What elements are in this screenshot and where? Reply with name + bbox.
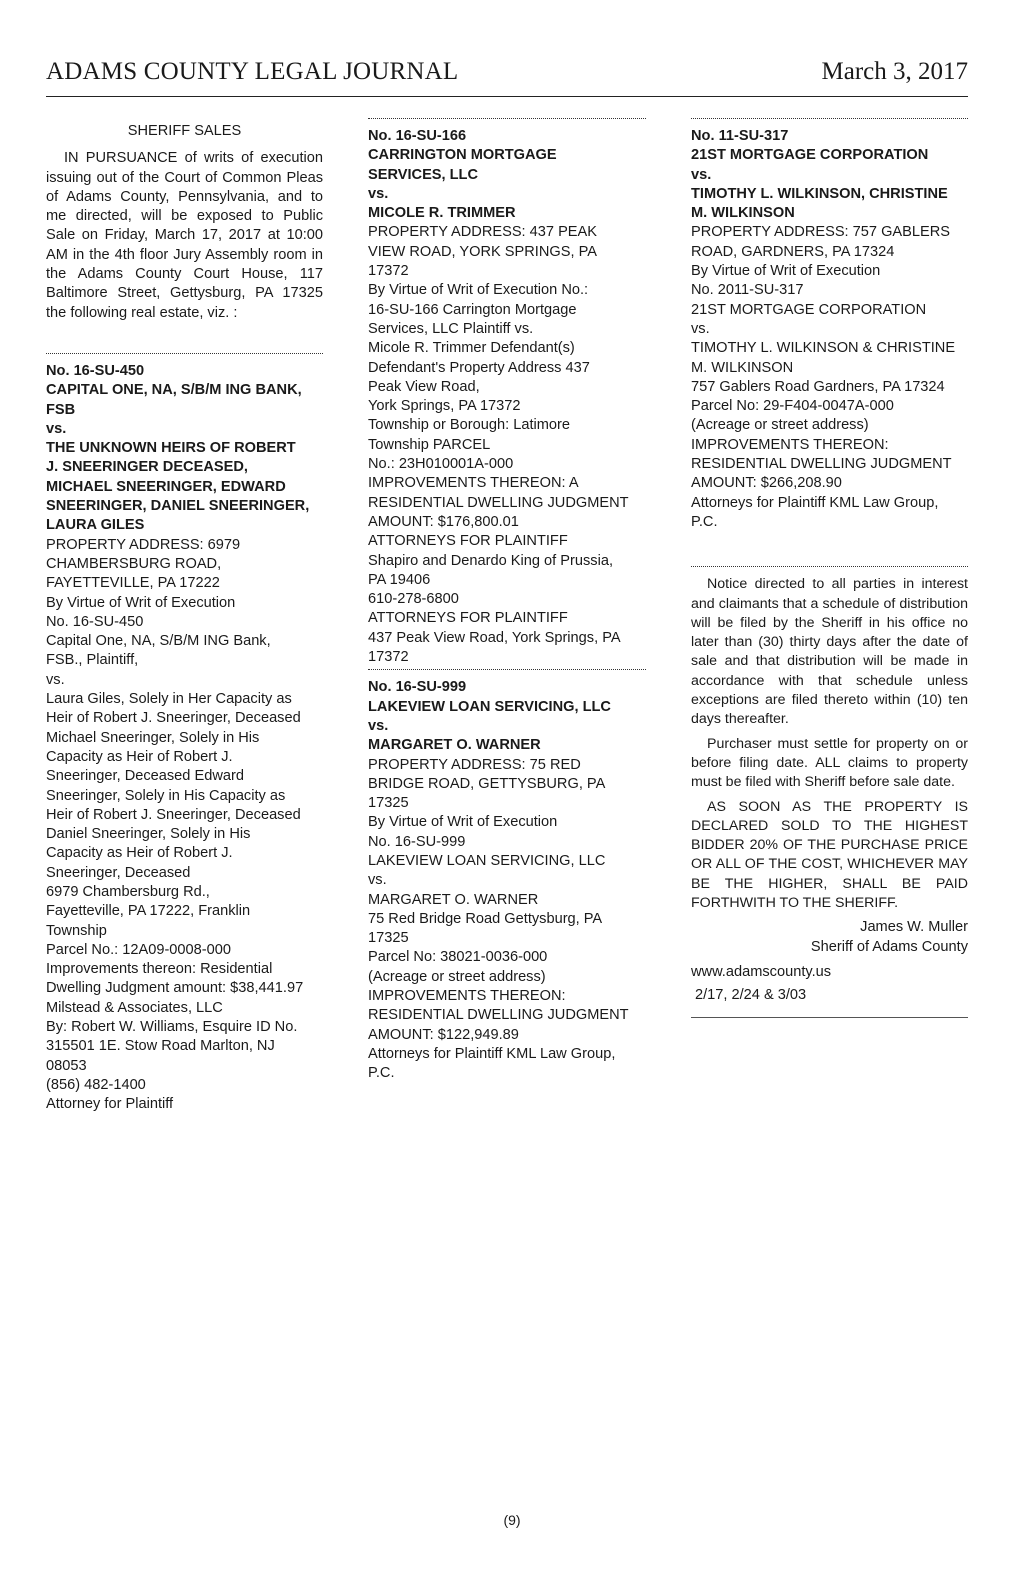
case-detail-line: RESIDENTIAL DWELLING JUDGMENT [691, 456, 952, 473]
case-detail-line: CHAMBERSBURG ROAD, [46, 555, 222, 572]
case-detail-line: No. 16-SU-450 [46, 613, 144, 630]
case-detail-line: 08053 [46, 1057, 87, 1074]
case-party-heading: CAPITAL ONE, NA, S/B/M ING BANK, [46, 382, 302, 399]
notice-paragraph: Notice directed to all parties in interest and claimants that a schedule of distribution will be filed by the Sheriff in his office no later than (30) thirty days after the date of sale and that distribution will be made in accordance with that schedule unless exceptions are filed thereto within (10) ten days thereafter. [691, 576, 968, 728]
case-detail-line: 315501 1E. Stow Road Marlton, NJ [46, 1038, 275, 1055]
case-detail-line: Improvements thereon: Residential [46, 961, 273, 978]
case-number: No. 16-SU-450 [46, 362, 145, 379]
case-detail-line: 17325 [368, 795, 409, 812]
case-detail-line: Attorneys for Plaintiff KML Law Group, [691, 494, 939, 511]
case-detail-line: PROPERTY ADDRESS: 757 GABLERS [691, 224, 951, 241]
case-detail-line: (Acreage or street address) [691, 417, 869, 434]
case-detail-line: No.: 23H010001A-000 [368, 456, 514, 473]
case-party-heading: THE UNKNOWN HEIRS OF ROBERT [46, 440, 296, 457]
case-party-heading: MICHAEL SNEERINGER, EDWARD [46, 478, 286, 495]
case-detail-line: Laura Giles, Solely in Her Capacity as [46, 691, 292, 708]
case-party-heading: vs. [368, 185, 389, 202]
case-party-heading: vs. [368, 717, 389, 734]
case-number: No. 16-SU-166 [368, 128, 467, 144]
case-detail-line: Parcel No.: 12A09-0008-000 [46, 941, 231, 958]
case-detail-line: M. WILKINSON [691, 359, 794, 376]
case-detail-line: AMOUNT: $176,800.01 [368, 513, 519, 530]
case-detail-line: Township [46, 922, 107, 939]
page-header [46, 56, 968, 97]
case-detail-line: 16-SU-166 Carrington Mortgage [368, 301, 577, 318]
case-number: No. 11-SU-317 [691, 128, 789, 144]
dotted-divider [368, 669, 646, 670]
intro-paragraph: IN PURSUANCE of writs of execution issuing out of the Court of Common Pleas of Adams County, Pennsylvania, and to me directed, will be exposed to Public Sale on Friday, March 17, 2017 at 10:00 AM in the 4th floor Jury Assembly room in the Adams County Court House, 117 Baltimore Street, Gettysburg, PA 17325 the following real estate, viz. : [46, 150, 323, 321]
case-detail-line: Michael Sneeringer, Solely in His [46, 729, 260, 746]
case-detail-line: Sneeringer, Solely in His Capacity as [46, 787, 286, 804]
county-website: www.adamscounty.us [691, 963, 832, 980]
column-3 [691, 118, 968, 1018]
case-detail-line: Dwelling Judgment amount: $38,441.97 [46, 980, 304, 997]
column-1 [46, 118, 323, 1115]
section-title: SHERIFF SALES [127, 123, 242, 139]
case-detail-line: IMPROVEMENTS THEREON: [691, 436, 889, 453]
case-detail-line: No. 16-SU-999 [368, 833, 466, 850]
case-detail-line: ROAD, GARDNERS, PA 17324 [691, 243, 895, 260]
case-detail-line: Heir of Robert J. Sneeringer, Deceased [46, 806, 301, 823]
case-detail-line: ATTORNEYS FOR PLAINTIFF [368, 610, 568, 627]
column-2 [368, 118, 646, 1084]
case-party-heading: vs. [691, 166, 712, 183]
case-detail-line: (856) 482-1400 [46, 1076, 146, 1093]
case-detail-line: 610-278-6800 [368, 591, 459, 608]
case-detail-line: Parcel No: 29-F404-0047A-000 [691, 398, 894, 415]
case-detail-line: LAKEVIEW LOAN SERVICING, LLC [368, 852, 606, 869]
case-detail-line: vs. [691, 320, 710, 337]
case-party-heading: MARGARET O. WARNER [368, 737, 541, 754]
case-detail-line: vs. [368, 872, 387, 889]
case-detail-line: 757 Gablers Road Gardners, PA 17324 [691, 378, 945, 395]
case-detail-line: PA 19406 [368, 571, 431, 588]
issue-date: March 3, 2017 [821, 58, 968, 85]
case-detail-line: 17372 [368, 649, 409, 666]
case-detail-line: Capacity as Heir of Robert J. [46, 748, 233, 765]
case-detail-line: 21ST MORTGAGE CORPORATION [691, 301, 927, 318]
case-detail-line: VIEW ROAD, YORK SPRINGS, PA [368, 243, 597, 260]
dotted-divider [691, 566, 968, 567]
case-detail-line: PROPERTY ADDRESS: 6979 [46, 536, 241, 553]
closing-rule [691, 1017, 968, 1018]
case-party-heading: SNEERINGER, DANIEL SNEERINGER, [46, 498, 310, 515]
case-detail-line: No. 2011-SU-317 [691, 282, 804, 299]
case-detail-line: Defendant's Property Address 437 [368, 359, 590, 376]
case-detail-line: P.C. [691, 513, 718, 530]
case-detail-line: Capacity as Heir of Robert J. [46, 845, 233, 862]
case-detail-line: Peak View Road, [368, 378, 480, 395]
case-detail-line: 75 Red Bridge Road Gettysburg, PA [368, 910, 603, 927]
journal-title: ADAMS COUNTY LEGAL JOURNAL [46, 58, 459, 85]
case-party-heading: TIMOTHY L. WILKINSON, CHRISTINE [691, 185, 948, 202]
case-party-heading: CARRINGTON MORTGAGE [368, 147, 557, 164]
dotted-divider [691, 118, 968, 119]
case-detail-line: Township or Borough: Latimore [368, 417, 570, 434]
case-detail-line: By: Robert W. Williams, Esquire ID No. [46, 1019, 298, 1036]
signature-title: Sheriff of Adams County [810, 938, 968, 955]
case-detail-line: Capital One, NA, S/B/M ING Bank, [46, 633, 271, 650]
case-party-heading: MICOLE R. TRIMMER [368, 205, 516, 222]
case-party-heading: J. SNEERINGER DECEASED, [46, 459, 248, 476]
case-party-heading: FSB [46, 401, 76, 418]
case-detail-line: vs. [46, 671, 65, 688]
case-detail-line: RESIDENTIAL DWELLING JUDGMENT [368, 1007, 629, 1024]
case-detail-line: PROPERTY ADDRESS: 437 PEAK [368, 224, 598, 241]
notice-paragraph: AS SOON AS THE PROPERTY IS DECLARED SOLD TO THE HIGHEST BIDDER 20% OF THE PURCHASE PRICE OR ALL OF THE COST, WHICHEVER MAY BE THE HIGHER, SHALL BE PAID FORTHWITH TO THE SHERIFF. [691, 798, 968, 911]
case-detail-line: Attorneys for Plaintiff KML Law Group, [368, 1045, 616, 1062]
page-number: (9) [503, 1512, 521, 1528]
dotted-divider [368, 118, 646, 119]
case-party-heading: SERVICES, LLC [368, 166, 479, 183]
case-detail-line: By Virtue of Writ of Execution [691, 263, 881, 280]
case-detail-line: Sneeringer, Deceased Edward [46, 768, 244, 785]
case-detail-line: P.C. [368, 1065, 395, 1082]
case-number: No. 16-SU-999 [368, 679, 467, 696]
case-detail-line: York Springs, PA 17372 [368, 398, 521, 415]
case-party-heading: 21ST MORTGAGE CORPORATION [691, 147, 929, 164]
case-detail-line: Daniel Sneeringer, Solely in His [46, 826, 251, 843]
case-detail-line: 6979 Chambersburg Rd., [46, 883, 210, 900]
case-detail-line: 437 Peak View Road, York Springs, PA [368, 629, 621, 646]
case-detail-line: 17325 [368, 930, 409, 947]
case-detail-line: Heir of Robert J. Sneeringer, Deceased [46, 710, 301, 727]
sale-notice [691, 575, 968, 1018]
case-detail-line: 17372 [368, 263, 409, 280]
case-detail-line: PROPERTY ADDRESS: 75 RED [368, 756, 581, 773]
case-detail-line: By Virtue of Writ of Execution [46, 594, 236, 611]
case-detail-line: IMPROVEMENTS THEREON: A [368, 475, 579, 492]
case-detail-line: IMPROVEMENTS THEREON: [368, 988, 566, 1005]
notice-paragraph: Purchaser must settle for property on or before filing date. ALL claims to property must be filed with Sheriff before sale date. [691, 735, 968, 791]
signature-name: James W. Muller [860, 919, 968, 936]
case-detail-line: Fayetteville, PA 17222, Franklin [46, 903, 251, 920]
case-detail-line: Attorney for Plaintiff [46, 1096, 174, 1113]
case-detail-line: Parcel No: 38021-0036-000 [368, 949, 548, 966]
case-11-su-317 [691, 127, 968, 532]
case-16-su-166 [368, 127, 646, 667]
case-detail-line: FAYETTEVILLE, PA 17222 [46, 575, 220, 592]
case-detail-line: ATTORNEYS FOR PLAINTIFF [368, 533, 568, 550]
case-detail-line: (Acreage or street address) [368, 968, 546, 985]
case-detail-line: Township PARCEL [368, 436, 491, 453]
case-detail-line: RESIDENTIAL DWELLING JUDGMENT [368, 494, 629, 511]
case-16-su-999 [368, 678, 646, 1083]
case-party-heading: LAURA GILES [46, 517, 145, 534]
case-detail-line: Services, LLC Plaintiff vs. [368, 320, 534, 337]
case-detail-line: BRIDGE ROAD, GETTYSBURG, PA [368, 775, 606, 792]
case-party-heading: vs. [46, 420, 67, 437]
case-detail-line: Sneeringer, Deceased [46, 864, 191, 881]
case-party-heading: LAKEVIEW LOAN SERVICING, LLC [368, 698, 611, 715]
dotted-divider [46, 353, 323, 354]
case-16-su-450 [46, 362, 323, 1115]
case-detail-line: Micole R. Trimmer Defendant(s) [368, 340, 575, 357]
case-detail-line: MARGARET O. WARNER [368, 891, 539, 908]
case-detail-line: Milstead & Associates, LLC [46, 999, 223, 1016]
case-detail-line: By Virtue of Writ of Execution No.: [368, 282, 589, 299]
case-detail-line: AMOUNT: $266,208.90 [691, 475, 842, 492]
publication-dates: 2/17, 2/24 & 3/03 [695, 987, 807, 1004]
case-detail-line: FSB., Plaintiff, [46, 652, 139, 669]
case-detail-line: By Virtue of Writ of Execution [368, 814, 558, 831]
case-detail-line: TIMOTHY L. WILKINSON & CHRISTINE [691, 340, 956, 357]
case-detail-line: AMOUNT: $122,949.89 [368, 1026, 519, 1043]
case-party-heading: M. WILKINSON [691, 205, 795, 222]
case-detail-line: Shapiro and Denardo King of Prussia, [368, 552, 614, 569]
